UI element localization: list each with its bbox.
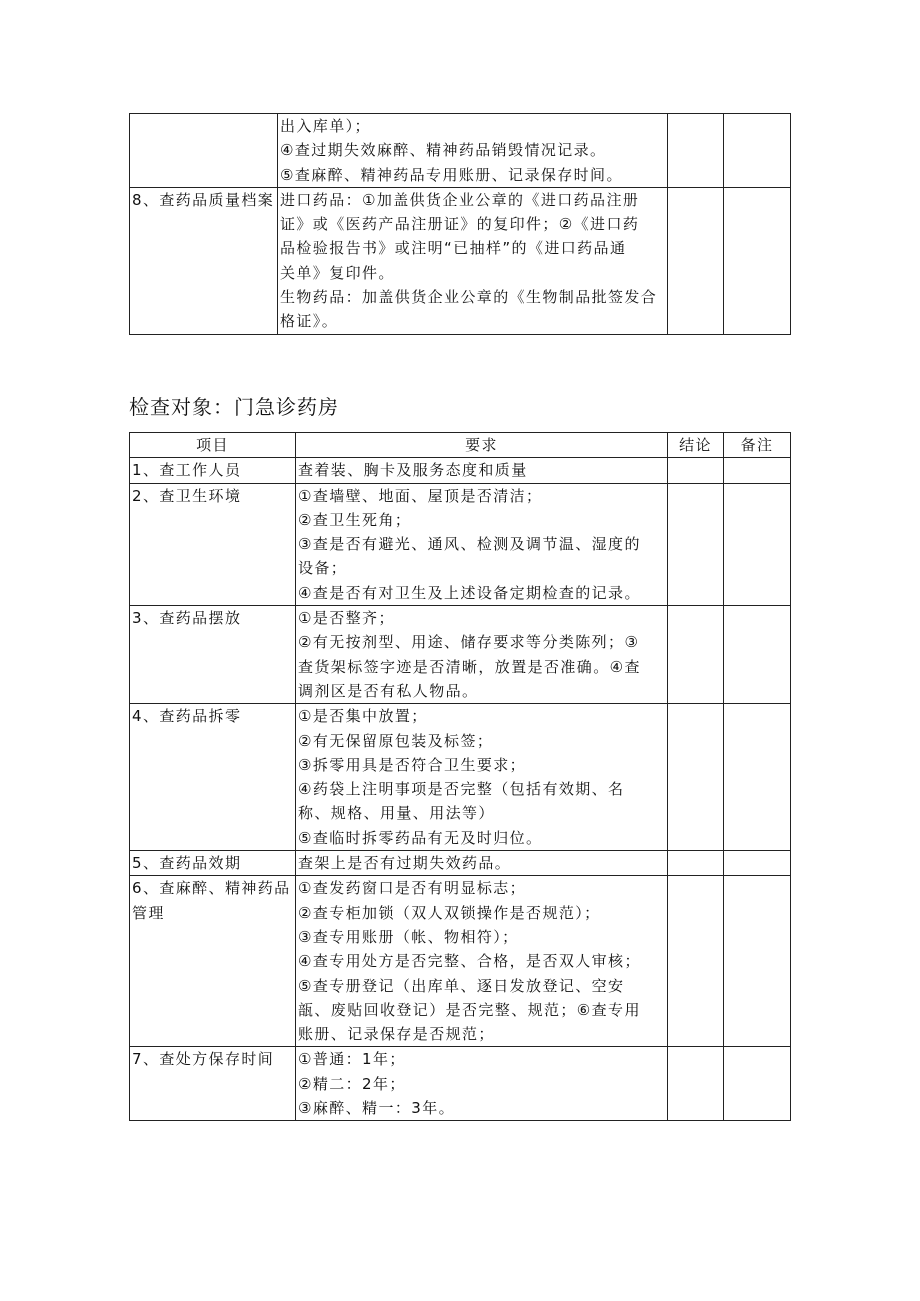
conclusion-cell[interactable]: [668, 483, 724, 605]
requirement-line: 品检验报告书》或注明“已抽样”的《进口药品通: [280, 239, 627, 258]
conclusion-cell[interactable]: [668, 851, 724, 876]
top-table-body: [130, 114, 791, 335]
requirement-line: ⑤查麻醉、精神药品专用账册、记录保存时间。: [280, 165, 623, 184]
table-row: [130, 704, 791, 851]
header-conclusion: 结论: [668, 433, 724, 458]
requirement-cell: [296, 851, 668, 876]
item-line: 2、查卫生环境: [132, 486, 242, 505]
requirement-line: 进口药品：①加盖供货企业公章的《进口药品注册: [280, 190, 640, 209]
requirement-line: 查货架标签字迹是否清晰，放置是否准确。④查: [298, 657, 641, 676]
conclusion-cell[interactable]: [668, 1047, 724, 1121]
requirement-cell: [296, 1047, 668, 1121]
requirement-line: ①是否集中放置；: [298, 707, 428, 726]
header-item: 项目: [130, 433, 296, 458]
item-line: 8、查药品质量档案: [132, 190, 275, 209]
requirement-line: 设备；: [298, 559, 348, 578]
requirement-line: ①查墙壁、地面、屋顶是否清洁；: [298, 486, 543, 505]
requirement-line: 查架上是否有过期失效药品。: [298, 854, 512, 873]
item-cell: [130, 1047, 296, 1121]
table-row: [130, 187, 791, 334]
item-cell: [130, 876, 296, 1047]
item-cell: [130, 483, 296, 605]
remark-cell[interactable]: [724, 114, 791, 188]
requirement-line: 查着装、胸卡及服务态度和质量: [298, 461, 528, 480]
conclusion-cell[interactable]: [668, 187, 724, 334]
requirement-cell: [296, 483, 668, 605]
remark-cell[interactable]: [724, 1047, 791, 1121]
section-title: 检查对象：门急诊药房: [129, 395, 339, 419]
requirement-line: 账册、记录保存是否规范；: [298, 1025, 495, 1044]
remark-cell[interactable]: [724, 458, 791, 483]
requirement-line: ①是否整齐；: [298, 609, 395, 628]
remark-cell[interactable]: [724, 187, 791, 334]
requirement-line: 生物药品：加盖供货企业公章的《生物制品批签发合: [280, 288, 658, 307]
remark-cell[interactable]: [724, 704, 791, 851]
requirement-line: 调剂区是否有私人物品。: [298, 681, 479, 700]
requirement-cell: [296, 876, 668, 1047]
header-remark: 备注: [724, 433, 791, 458]
item-line: 6、查麻醉、精神药品: [132, 879, 291, 898]
main-table-body: [130, 458, 791, 1121]
requirement-line: ④查是否有对卫生及上述设备定期检查的记录。: [298, 583, 641, 602]
requirement-line: ①查发药窗口是否有明显标志；: [298, 879, 527, 898]
requirement-line: 格证》。: [280, 312, 339, 331]
requirement-line: ③查是否有避光、通风、检测及调节温、湿度的: [298, 535, 641, 554]
requirement-line: ②有无按剂型、用途、储存要求等分类陈列；③: [298, 633, 640, 652]
main-table: [129, 432, 791, 1121]
requirement-cell: [296, 704, 668, 851]
requirement-line: ③拆零用具是否符合卫生要求；: [298, 755, 527, 774]
item-cell: [130, 704, 296, 851]
requirement-line: ②查专柜加锁（双人双锁操作是否规范）；: [298, 903, 601, 922]
item-cell: [130, 114, 278, 188]
table-row: [130, 606, 791, 704]
requirement-line: 证》或《医药产品注册证》的复印件；②《进口药: [280, 215, 640, 234]
conclusion-cell[interactable]: [668, 114, 724, 188]
requirement-line: 出入库单）；: [280, 117, 371, 135]
requirement-line: ⑤查临时拆零药品有无及时归位。: [298, 828, 543, 847]
requirement-line: ③查专用账册（帐、物相符）；: [298, 927, 519, 946]
table-row: [130, 114, 791, 188]
requirement-line: ②查卫生死角；: [298, 510, 412, 529]
requirement-cell: [296, 458, 668, 483]
remark-cell[interactable]: [724, 606, 791, 704]
header-row: [130, 433, 791, 458]
top-table: [129, 113, 791, 335]
conclusion-cell[interactable]: [668, 606, 724, 704]
item-cell: [130, 851, 296, 876]
remark-cell[interactable]: [724, 876, 791, 1047]
remark-cell[interactable]: [724, 851, 791, 876]
requirement-line: ③麻醉、精一：3年。: [298, 1099, 455, 1118]
item-line: 3、查药品摆放: [132, 609, 242, 628]
item-line: 1、查工作人员: [132, 461, 242, 480]
item-cell: [130, 458, 296, 483]
item-line: 4、查药品拆零: [132, 707, 242, 726]
table-row: [130, 1047, 791, 1121]
table-row: [130, 458, 791, 483]
conclusion-cell[interactable]: [668, 704, 724, 851]
requirement-line: 称、规格、用量、用法等）: [298, 804, 495, 823]
requirement-cell: [278, 114, 668, 188]
requirement-line: ④查过期失效麻醉、精神药品销毁情况记录。: [280, 141, 607, 160]
table-row: [130, 851, 791, 876]
conclusion-cell[interactable]: [668, 458, 724, 483]
item-line: 管理: [132, 903, 165, 922]
requirement-line: ⑤查专册登记（出库单、逐日发放登记、空安: [298, 976, 625, 995]
requirement-line: ④药袋上注明事项是否完整（包括有效期、名: [298, 780, 625, 799]
requirement-line: ②有无保留原包装及标签；: [298, 731, 494, 750]
requirement-line: 瓿、废贴回收登记）是否完整、规范；⑥查专用: [298, 1000, 641, 1019]
requirement-line: ①普通：1年；: [298, 1050, 406, 1069]
item-line: 5、查药品效期: [132, 854, 242, 873]
item-cell: [130, 187, 278, 334]
requirement-line: ②精二：2年；: [298, 1074, 406, 1093]
requirement-line: ④查专用处方是否完整、合格，是否双人审核；: [298, 952, 641, 971]
requirement-line: 关单》复印件。: [280, 263, 395, 282]
item-line: 7、查处方保存时间: [132, 1050, 275, 1069]
table-row: [130, 483, 791, 605]
requirement-cell: [296, 606, 668, 704]
conclusion-cell[interactable]: [668, 876, 724, 1047]
requirement-cell: [278, 187, 668, 334]
remark-cell[interactable]: [724, 483, 791, 605]
table-row: [130, 876, 791, 1047]
header-requirement: 要求: [296, 433, 668, 458]
item-cell: [130, 606, 296, 704]
